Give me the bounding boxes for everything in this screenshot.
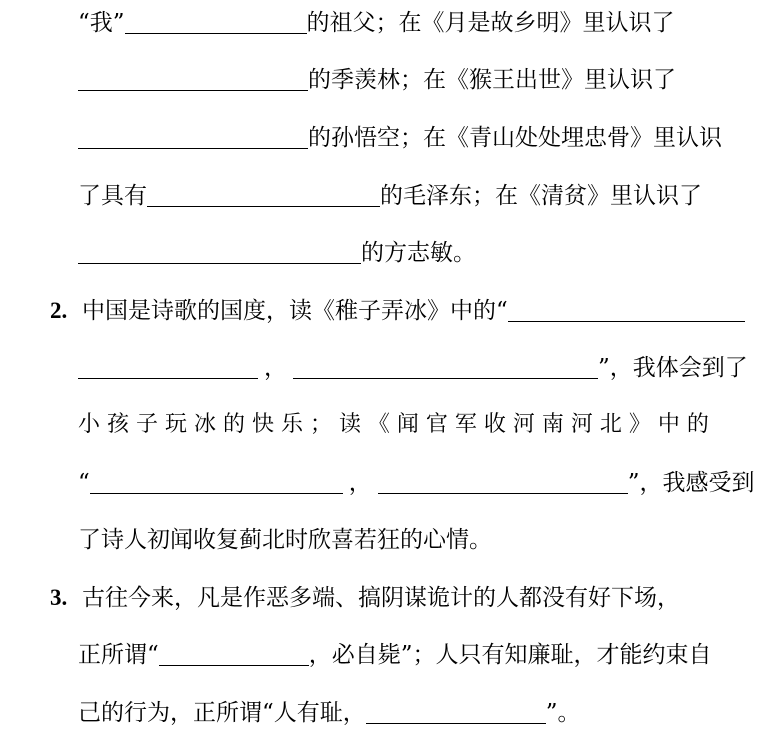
q2-line-2 xyxy=(78,351,748,385)
q1-line3-text-a: 的孙悟空；在《青山处处埋忠骨》里认识 xyxy=(308,125,722,151)
blank-q2-poem-2b[interactable] xyxy=(378,469,628,494)
q1-line-2 xyxy=(78,63,676,97)
q2-line1-text-a: 中国是诗歌的国度，读《稚子弄冰》中的“ xyxy=(82,298,508,324)
blank-q1-grandfather[interactable] xyxy=(125,9,307,34)
q3-line2-text-a: 正所谓“ xyxy=(78,642,159,668)
blank-q1-ji-xianlin[interactable] xyxy=(78,66,308,91)
q1-line1-text-b: 的祖父；在《月是故乡明》里认识了 xyxy=(306,10,675,36)
q2-line2-text-a: ， xyxy=(264,355,287,381)
blank-q2-poem-2a[interactable] xyxy=(90,469,343,494)
q3-number: 3. xyxy=(50,585,68,610)
q1-line2-text-a: 的季羡林；在《猴王出世》里认识了 xyxy=(308,67,676,93)
q3-line3-text-a: 己的行为，正所谓“人有耻， xyxy=(78,700,366,726)
q3-line-3 xyxy=(78,696,581,730)
q2-line-1 xyxy=(82,294,745,328)
q1-line5-text-a: 的方志敏。 xyxy=(361,240,476,266)
q3-line2-text-b: ，必自毙”；人只有知廉耻，才能约束自 xyxy=(308,642,712,668)
q3-line1-text-a: 古往今来，凡是作恶多端、搞阴谋诡计的人都没有好下场， xyxy=(82,585,680,611)
q2-number: 2. xyxy=(50,298,68,323)
q2-line4-text-a: “ xyxy=(78,470,90,496)
q1-line4-text-a: 了具有 xyxy=(78,183,147,209)
blank-q3-proverb-1[interactable] xyxy=(159,641,309,666)
q3-line-2 xyxy=(78,638,712,672)
q2-line5-text-a: 了诗人初闻收复蓟北时欣喜若狂的心情。 xyxy=(78,527,492,553)
q1-line1-text-a: “我” xyxy=(78,10,125,36)
q2-line4-text-c: ”，我感受到 xyxy=(627,470,755,496)
blank-q3-proverb-2[interactable] xyxy=(366,699,546,724)
q3-line-1 xyxy=(82,581,680,615)
q1-line-1 xyxy=(78,6,675,40)
q2-line4-text-b: ， xyxy=(348,470,372,496)
q1-line-4 xyxy=(78,179,702,213)
blank-q1-sun-wukong[interactable] xyxy=(78,124,308,149)
q2-line3-text-a: 小 孩 子 玩 冰 的 快 乐 ； 读 《 闻 官 军 收 河 南 河 北 》 中 的 xyxy=(78,412,709,437)
q3-line3-text-b: ”。 xyxy=(545,700,581,726)
blank-q1-mao-zedong[interactable] xyxy=(147,182,380,207)
q2-line-5 xyxy=(78,523,492,557)
q2-line-3 xyxy=(78,408,709,442)
blank-q2-poem-1c[interactable] xyxy=(293,354,598,379)
blank-q2-poem-1a[interactable] xyxy=(508,297,745,322)
q1-line4-text-b: 的毛泽东；在《清贫》里认识了 xyxy=(380,183,702,209)
q2-line-4 xyxy=(78,466,755,500)
blank-q1-fang-zhimin[interactable] xyxy=(78,239,361,264)
q1-line-3 xyxy=(78,121,722,155)
blank-q2-poem-1b[interactable] xyxy=(78,354,258,379)
q1-line-5 xyxy=(78,236,476,270)
q2-line2-text-b: ”，我体会到了 xyxy=(598,355,748,381)
